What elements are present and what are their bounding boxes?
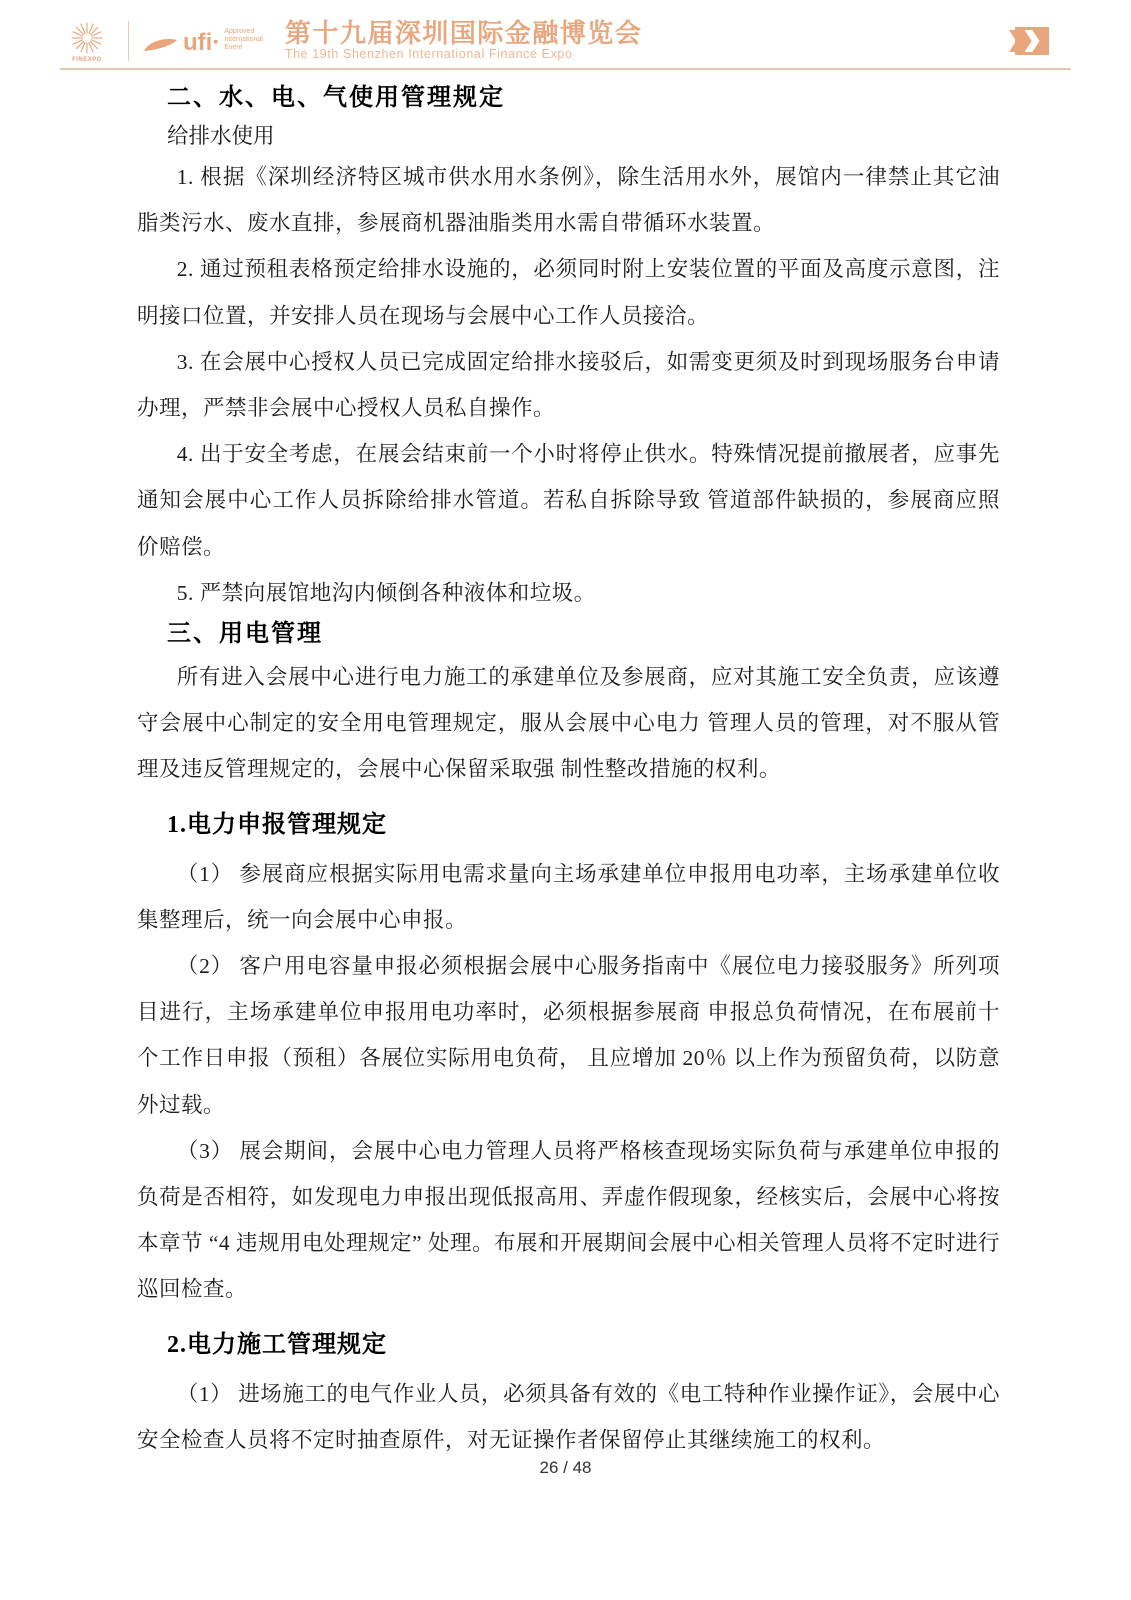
para-water-rule-3: 3. 在会展中心授权人员已完成固定给排水接驳后，如需变更须及时到现场服务台申请办理，严禁非会展中心授权人员私自操作。 xyxy=(137,349,1000,421)
heading-power-construction-rules: 2.电力施工管理规定 xyxy=(167,1331,387,1358)
sunburst-icon xyxy=(68,20,106,56)
page-header xyxy=(60,14,1071,70)
expo-title-block xyxy=(285,20,643,62)
para-water-rule-2: 2. 通过预租表格预定给排水设施的，必须同时附上安装位置的平面及高度示意图，注明接口位置，并安排人员在现场与会展中心工作人员接洽。 xyxy=(137,257,1000,328)
ufi-tagline-line: International xyxy=(224,36,263,43)
double-chevron-icon xyxy=(1009,27,1049,55)
expo-title-chinese: 第十九届深圳国际金融博览会 xyxy=(284,18,643,48)
para-water-rule-5: 5. 严禁向展馆地沟内倾倒各种液体和垃圾。 xyxy=(176,580,596,605)
expo-title-english: The 19th Shenzhen International Finance Expo xyxy=(284,47,573,61)
header-logo-group xyxy=(60,20,642,63)
ufi-tagline-line: Approved xyxy=(224,28,255,35)
heading-water-electricity-gas-rules: 二、水、电、气使用管理规定 xyxy=(167,85,505,111)
para-declaration-rule-1: （1） 参展商应根据实际用电需求量向主场承建单位申报用电功率，主场承建单位收集整理后，统一向会展中心申报。 xyxy=(137,861,1000,932)
label-drainage-use: 给排水使用 xyxy=(167,124,275,148)
para-declaration-rule-3: （3） 展会期间，会展中心电力管理人员将严格核查现场实际负荷与承建单位申报的负荷是否相符，如发现电力申报出现低报高用、弄虚作假现象，经核实后，会展中心将按本章节 “4 违规用电处理规定” 处理。布展和开展期间会展中心相关管理人员将不定时进行巡回检查。 xyxy=(137,1138,1000,1302)
para-declaration-rule-2: （2） 客户用电容量申报必须根据会展中心服务指南中《展位电力接驳服务》所列项目进行，主场承建单位申报用电功率时，必须根据参展商 申报总负荷情况，在布展前十个工作日申报（预租）各展位实际用电负荷， 且应增加 20％ 以上作为预留负荷，以防意外过载。 xyxy=(137,954,1000,1117)
page-number: 26 / 48 xyxy=(539,1458,592,1477)
ufi-logo xyxy=(143,28,263,54)
ufi-wordmark: ufi· xyxy=(183,29,221,56)
para-water-rule-1: 1. 根据《深圳经济特区城市供水用水条例》，除生活用水外，展馆内一律禁止其它油脂类污水、废水直排，参展商机器油脂类用水需自带循环水装置。 xyxy=(137,165,1000,236)
para-water-rule-4: 4. 出于安全考虑，在展会结束前一个小时将停止供水。特殊情况提前撤展者，应事先通知会展中心工作人员拆除给排水管道。若私自拆除导致 管道部件缺损的，参展商应照价赔偿。 xyxy=(137,442,1000,559)
ufi-tagline-line: Event xyxy=(224,44,243,51)
chevron-right-icon xyxy=(1025,30,1040,52)
finexpo-sunburst-logo xyxy=(60,20,114,63)
header-divider xyxy=(128,21,129,61)
heading-power-declaration-rules: 1.电力申报管理规定 xyxy=(167,811,387,838)
ufi-tagline xyxy=(224,28,263,54)
finexpo-label: FINEXPO xyxy=(72,56,102,63)
page-footer xyxy=(0,1458,1131,1478)
para-construction-rule-1: （1） 进场施工的电气作业人员，必须具备有效的《电工特种作业操作证》，会展中心安全检查人员将不定时抽查原件，对无证操作者保留停止其继续施工的权利。 xyxy=(137,1381,1000,1452)
document-content xyxy=(137,80,1000,1463)
ufi-swoosh-icon xyxy=(143,36,179,54)
heading-electricity-management: 三、用电管理 xyxy=(167,621,323,648)
para-electricity-intro: 所有进入会展中心进行电力施工的承建单位及参展商，应对其施工安全负责，应该遵守会展中心制定的安全用电管理规定，服从会展中心电力 管理人员的管理，对不服从管理及违反管理规定的，会展中心保留采取强 制性整改措施的权利。 xyxy=(137,665,1000,782)
